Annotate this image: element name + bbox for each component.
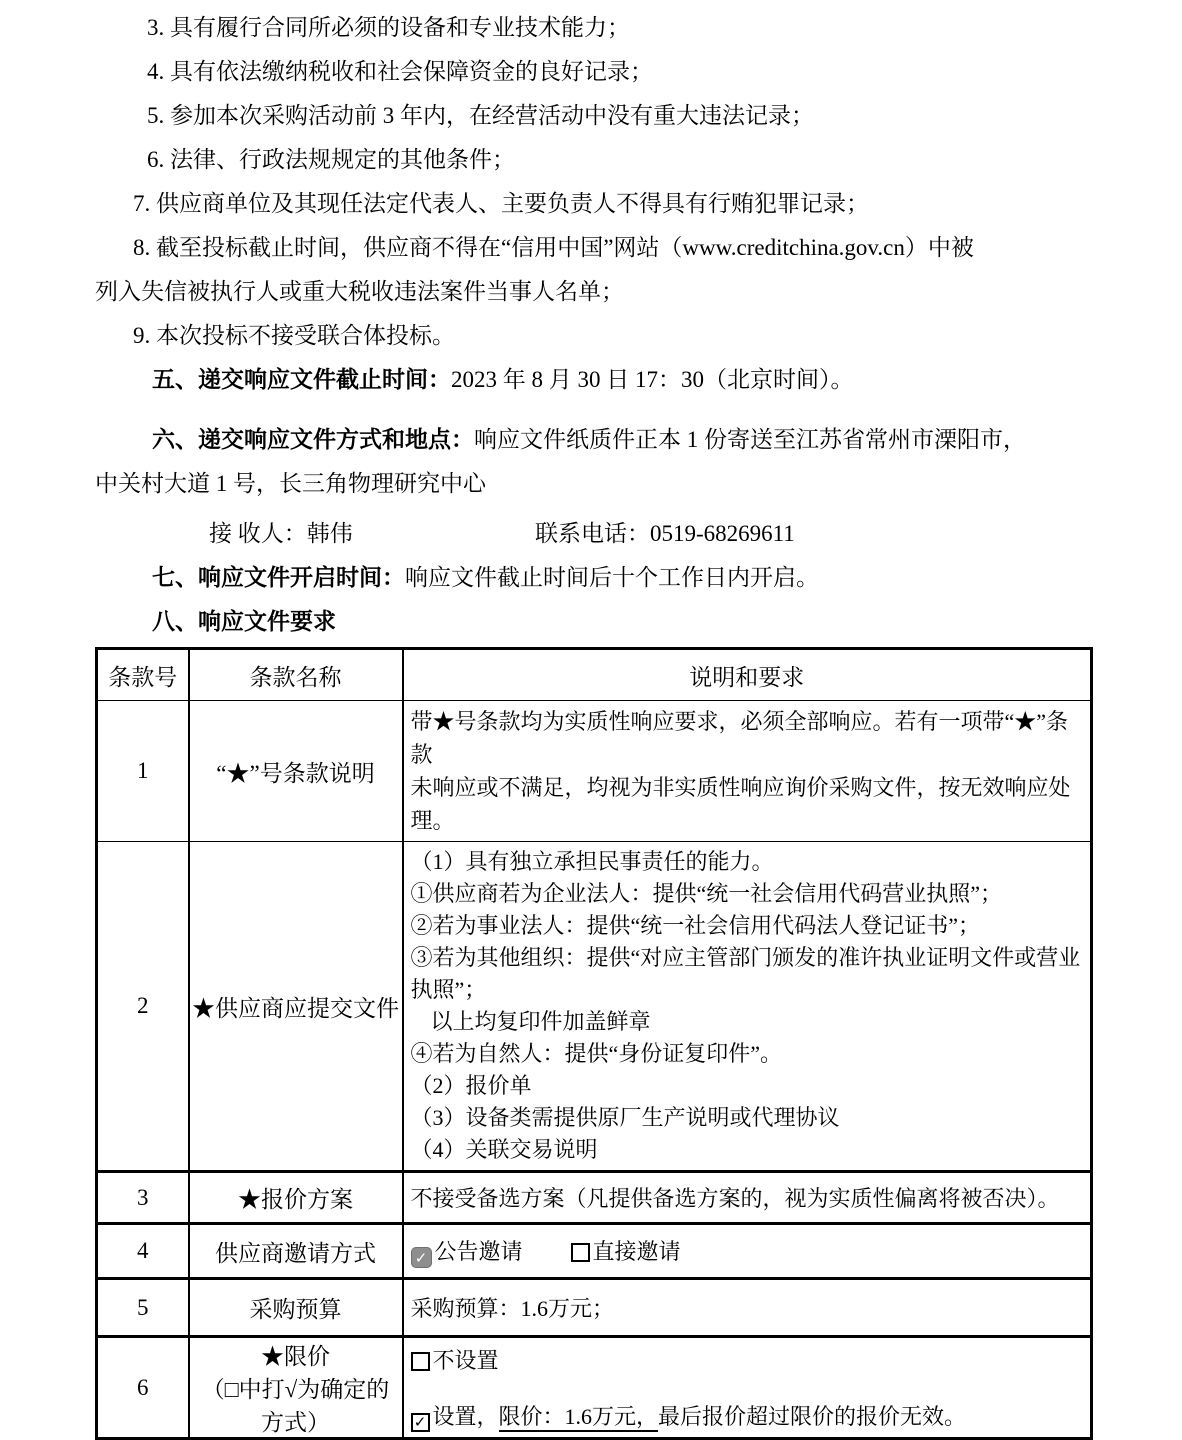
unchecked-checkbox-icon	[571, 1243, 590, 1262]
header-clause-name: 条款名称	[189, 649, 403, 701]
row-4-unchecked-option	[571, 1239, 681, 1264]
section-7-opening-time	[95, 556, 1087, 600]
header-clause-desc: 说明和要求	[403, 649, 1092, 701]
row-1-name: “★”号条款说明	[189, 701, 403, 842]
requirements-table	[95, 647, 1093, 1440]
row-6-name	[189, 1337, 403, 1439]
row-6-no: 6	[97, 1337, 189, 1439]
contact-line	[95, 512, 1087, 556]
table-row-5	[97, 1279, 1092, 1337]
row-4-checked-option-label: 公告邀请	[434, 1238, 523, 1264]
section-6-label: 六、递交响应文件方式和地点：	[152, 427, 474, 452]
item-7: 7. 供应商单位及其现任法定代表人、主要负责人不得具有行贿犯罪记录；	[133, 191, 869, 216]
row-1-no: 1	[97, 701, 189, 842]
phone-number: 0519-68269611	[650, 521, 795, 546]
section-5-deadline	[95, 358, 1087, 402]
row-2-desc-line: （4）关联交易说明	[410, 1137, 598, 1162]
row-2-desc-line: ③若为其他组织：提供“对应主管部门颁发的准许执业证明文件或营业执照”；	[410, 945, 1081, 1002]
row-2-desc-line: 以上均复印件加盖鲜章	[430, 1009, 651, 1034]
row-6-option-2-prefix: 设置，	[432, 1403, 499, 1429]
item-9: 9. 本次投标不接受联合体投标。	[133, 323, 455, 348]
table-row-2	[97, 842, 1092, 1172]
item-8-line-1: 8. 截至投标截止时间，供应商不得在“信用中国”网站（www.creditchina.gov.cn）中被	[133, 235, 974, 260]
row-3-desc: 不接受备选方案（凡提供备选方案的，视为实质性偏离将被否决）。	[403, 1172, 1092, 1224]
row-5-desc: 采购预算：1.6万元；	[403, 1279, 1092, 1337]
row-6-option-1-label: 不设置	[432, 1347, 499, 1373]
item-6: 6. 法律、行政法规规定的其他条件；	[147, 147, 515, 172]
row-6-option-2-rest: 最后报价超过限价的报价无效。	[658, 1403, 967, 1429]
item-4: 4. 具有依法缴纳税收和社会保障资金的良好记录；	[147, 59, 653, 84]
checked-checkbox-icon: ✓	[411, 1413, 430, 1432]
row-3-no: 3	[97, 1172, 189, 1224]
item-8	[95, 226, 1087, 314]
receiver-name: 韩伟	[306, 521, 353, 546]
section-7-text: 响应文件截止时间后十个工作日内开启。	[405, 565, 819, 590]
item-8-line-2: 列入失信被执行人或重大税收违法案件当事人名单；	[95, 279, 624, 304]
table-header-row	[97, 649, 1092, 701]
row-2-desc-line: ①供应商若为企业法人：提供“统一社会信用代码营业执照”；	[410, 881, 1003, 906]
receiver-block	[152, 512, 535, 556]
row-2-name: ★供应商应提交文件	[189, 842, 403, 1172]
row-2-desc-line: （3）设备类需提供原厂生产说明或代理协议	[410, 1105, 840, 1130]
row-6-desc	[403, 1337, 1092, 1439]
row-6-name-note: （□中打√为确定的方式）	[201, 1377, 390, 1435]
row-2-desc-line: （2）报价单	[410, 1073, 532, 1098]
section-6-text: 响应文件纸质件正本 1 份寄送至江苏省常州市溧阳市，	[474, 427, 1026, 452]
table-row-4	[97, 1224, 1092, 1279]
row-2-desc-line: ④若为自然人：提供“身份证复印件”。	[410, 1041, 783, 1066]
row-4-unchecked-option-label: 直接邀请	[592, 1238, 681, 1264]
checked-checkbox-icon: ✓	[411, 1247, 432, 1268]
phone-label: 联系电话：	[535, 521, 650, 546]
row-6-option-1	[411, 1346, 1085, 1376]
row-5-name: 采购预算	[189, 1279, 403, 1337]
section-5-text: 2023 年 8 月 30 日 17：30（北京时间）。	[451, 367, 854, 392]
item-5: 5. 参加本次采购活动前 3 年内，在经营活动中没有重大违法记录；	[147, 103, 814, 128]
row-4-desc	[403, 1224, 1092, 1279]
row-1-desc	[403, 701, 1092, 842]
row-2-desc	[403, 842, 1092, 1172]
table-row-6	[97, 1337, 1092, 1439]
table-row-1	[97, 701, 1092, 842]
row-2-desc-line: （1）具有独立承担民事责任的能力。	[410, 849, 774, 874]
row-4-name: 供应商邀请方式	[189, 1224, 403, 1279]
section-5-label: 五、递交响应文件截止时间：	[152, 367, 451, 392]
row-6-name-title: ★限价	[261, 1344, 330, 1369]
table-row-3	[97, 1172, 1092, 1224]
row-6-option-2-underlined: 限价：1.6万元，	[499, 1404, 659, 1432]
row-3-name: ★报价方案	[189, 1172, 403, 1224]
row-6-option-2	[411, 1402, 1085, 1432]
row-1-desc-line: 未响应或不满足，均视为非实质性响应询价采购文件，按无效响应处理。	[410, 775, 1071, 833]
section-8-heading: 八、响应文件要求	[152, 609, 336, 634]
row-4-no: 4	[97, 1224, 189, 1279]
unchecked-checkbox-icon	[411, 1352, 430, 1371]
receiver-label: 接 收人：	[209, 521, 307, 546]
row-5-no: 5	[97, 1279, 189, 1337]
section-6-delivery	[95, 418, 1087, 506]
item-3: 3. 具有履行合同所必须的设备和专业技术能力；	[147, 15, 630, 40]
section-6-address-line-2: 中关村大道 1 号，长三角物理研究中心	[95, 471, 486, 496]
row-2-no: 2	[97, 842, 189, 1172]
section-7-label: 七、响应文件开启时间：	[152, 565, 405, 590]
row-1-desc-line: 带★号条款均为实质性响应要求，必须全部响应。若有一项带“★”条款	[410, 709, 1069, 767]
row-2-desc-line: ②若为事业法人：提供“统一社会信用代码法人登记证书”；	[410, 913, 981, 938]
phone-block	[535, 521, 795, 546]
header-clause-no: 条款号	[97, 649, 189, 701]
